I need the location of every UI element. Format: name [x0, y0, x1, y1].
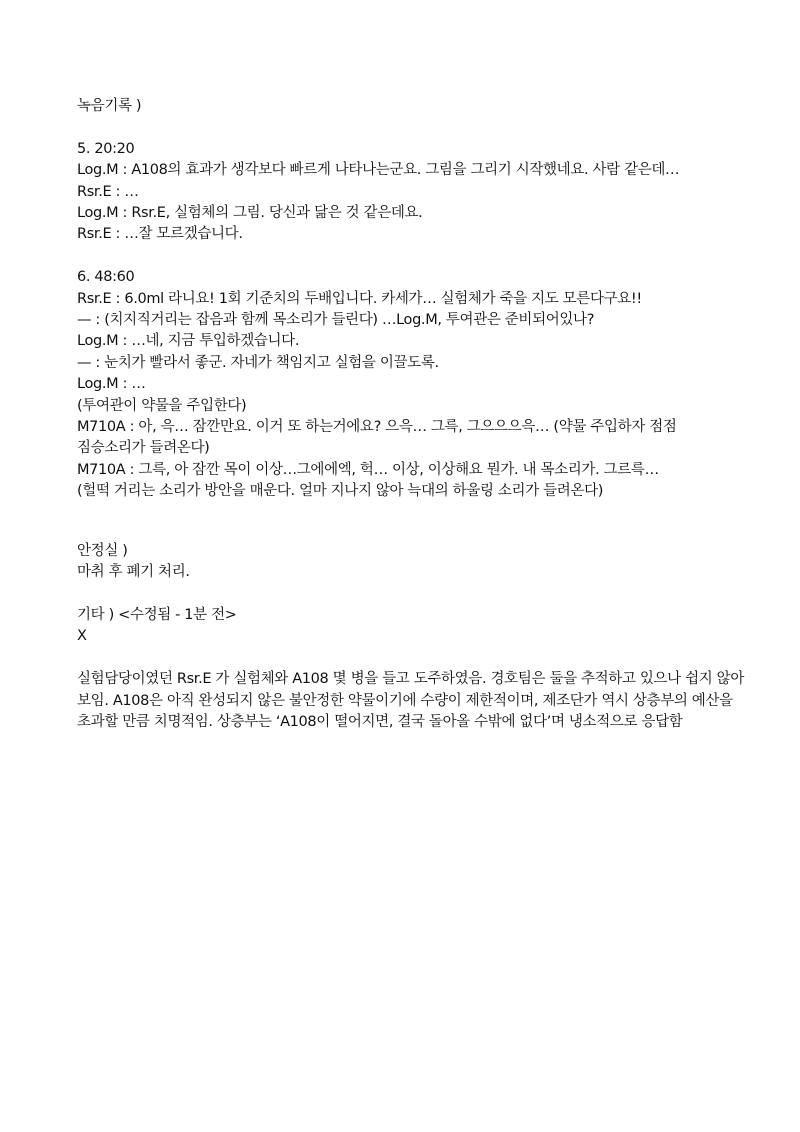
dialogue-line: Rsr.E : 6.0ml 라니요! 1회 기준치의 두배입니다. 카세가… 실험체가 죽을 지도 모른다구요!! — [77, 290, 642, 307]
section-5-time: 5. 20:20 — [77, 140, 135, 157]
safety-text: 마취 후 폐기 처리. — [77, 564, 190, 581]
dialogue-line: Log.M : Rsr.E, 실험체의 그림. 당신과 닮은 것 같은데요. — [77, 205, 423, 222]
etc-mark: X — [77, 628, 87, 645]
dialogue-line: — : 눈치가 빨라서 좋군. 자네가 책임지고 실험을 이끌도록. — [77, 354, 439, 371]
safety-heading: 안정실 ) — [77, 542, 128, 559]
record-heading: 녹음기록 ) — [77, 98, 142, 114]
dialogue-line: — : (치지직거리는 잡음과 함께 목소리가 들린다) …Log.M, 투여관은 준비되어있나? — [77, 312, 595, 329]
dialogue-line: Log.M : A108의 효과가 생각보다 빠르게 나타나는군요. 그림을 그리기 시작했네요. 사람 같은데… — [77, 162, 680, 179]
spacer — [77, 246, 745, 267]
dialogue-line: M710A : 아, 윽… 잠깐만요. 이거 또 하는거에요? 으윽… 그륵, 그으으으윽… (약물 주입하자 점점 짐승소리가 들려온다) — [77, 419, 677, 457]
spacer — [77, 584, 745, 605]
document-page — [77, 96, 745, 733]
spacer — [77, 503, 745, 541]
etc-paragraph: 실험담당이였던 Rsr.E 가 실험체와 A108 몇 병을 들고 도주하였음. 경호팀은 둘을 추적하고 있으나 쉽지 않아 보임. A108은 아직 완성되지 않은 불안정한 약물이기에 수량이 제한적이며, 제조단가 역시 상층부의 예산을 초과할 만큼 치명적임. 상층부는 ‘A108이 떨어지면, 결국 돌아올 수밖에 없다’며 냉소적으로 응답함 — [77, 671, 744, 730]
etc-heading: 기타 ) <수정됨 - 1분 전> — [77, 606, 237, 623]
section-6-time: 6. 48:60 — [77, 269, 135, 286]
dialogue-line: Log.M : …네, 지금 투입하겠습니다. — [77, 333, 300, 350]
dialogue-line: (투여관이 약물을 주입한다) — [77, 397, 247, 414]
dialogue-line: (헐떡 거리는 소리가 방안을 매운다. 얼마 지나지 않아 늑대의 하울링 소리가 들려온다) — [77, 483, 604, 500]
spacer — [77, 117, 745, 138]
dialogue-line: Rsr.E : … — [77, 183, 139, 200]
spacer — [77, 648, 745, 669]
dialogue-line: M710A : 그륵, 아 잠깐 목이 이상…그에에엑, 헉… 이상, 이상해요 뭔가. 내 목소리가. 그르륵… — [77, 461, 659, 478]
dialogue-line: Rsr.E : …잘 모르겠습니다. — [77, 226, 243, 243]
dialogue-line: Log.M : … — [77, 376, 146, 393]
